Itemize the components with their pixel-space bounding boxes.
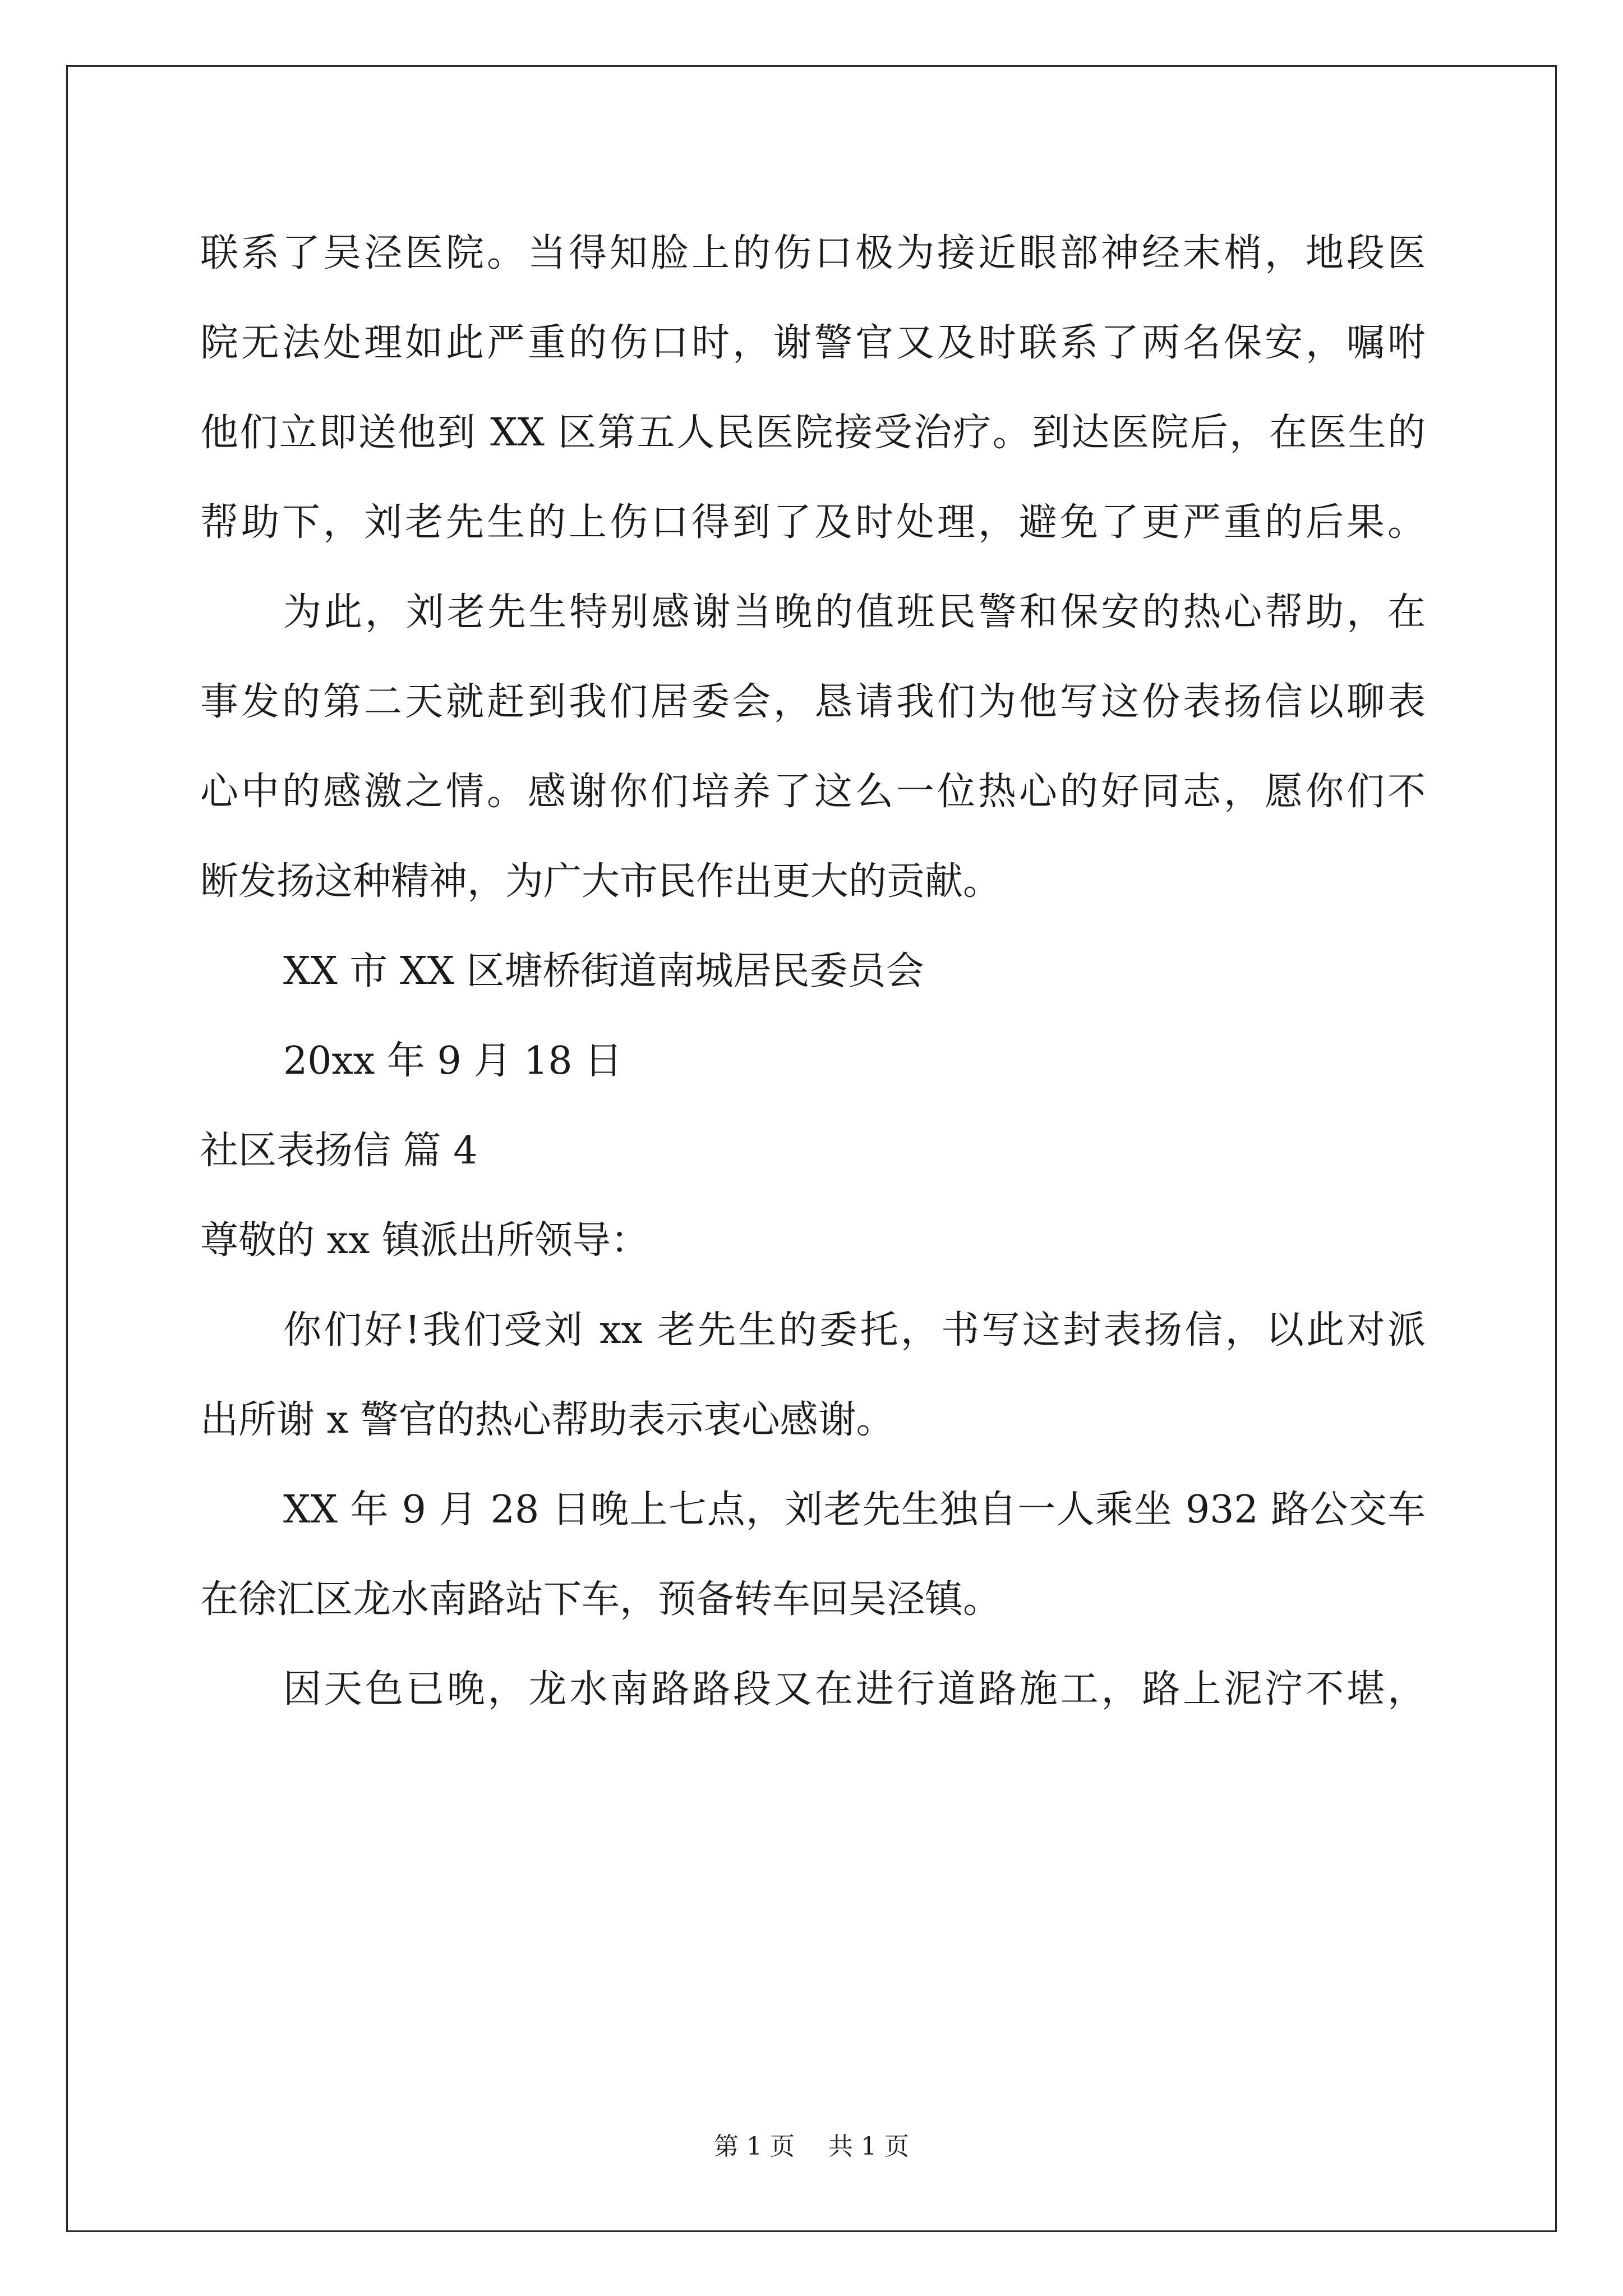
body-line: XX 年 9 月 28 日晚上七点，刘老先生独自一人乘坐 932 路公交车 bbox=[283, 1488, 1426, 1532]
signature-date: 20xx 年 9 月 18 日 bbox=[283, 1039, 623, 1083]
body-line: 因天色已晚，龙水南路路段又在进行道路施工，路上泥泞不堪， bbox=[283, 1667, 1426, 1711]
body-line: 出所谢 x 警官的热心帮助表示衷心感谢。 bbox=[200, 1398, 895, 1442]
page-footer bbox=[0, 2126, 1623, 2162]
salutation: 尊敬的 xx 镇派出所领导： bbox=[200, 1218, 649, 1263]
body-line: 他们立即送他到 XX 区第五人民医院接受治疗。到达医院后，在医生的 bbox=[200, 411, 1426, 455]
body-line: 联系了吴泾医院。当得知脸上的伤口极为接近眼部神经末梢，地段医 bbox=[200, 231, 1426, 275]
signature-organization: XX 市 XX 区塘桥街道南城居民委员会 bbox=[283, 949, 924, 993]
body-line: 事发的第二天就赶到我们居委会，恳请我们为他写这份表扬信以聊表 bbox=[200, 680, 1426, 724]
body-line: 在徐汇区龙水南路站下车，预备转车回吴泾镇。 bbox=[200, 1577, 1002, 1622]
body-line: 帮助下，刘老先生的上伤口得到了及时处理，避免了更严重的后果。 bbox=[200, 500, 1426, 545]
section-heading: 社区表扬信 篇 4 bbox=[200, 1129, 478, 1173]
body-line: 你们好!我们受刘 xx 老先生的委托，书写这封表扬信，以此对派 bbox=[283, 1308, 1426, 1352]
page-number: 第 1 页 bbox=[714, 2132, 795, 2161]
page-total: 共 1 页 bbox=[828, 2132, 909, 2161]
body-line: 断发扬这种精神，为广大市民作出更大的贡献。 bbox=[200, 859, 1002, 904]
body-line: 为此，刘老先生特别感谢当晚的值班民警和保安的热心帮助，在 bbox=[283, 590, 1426, 634]
body-line: 心中的感激之情。感谢你们培养了这么一位热心的好同志，愿你们不 bbox=[200, 770, 1426, 814]
body-line: 院无法处理如此严重的伤口时，谢警官又及时联系了两名保安，嘱咐 bbox=[200, 321, 1426, 365]
